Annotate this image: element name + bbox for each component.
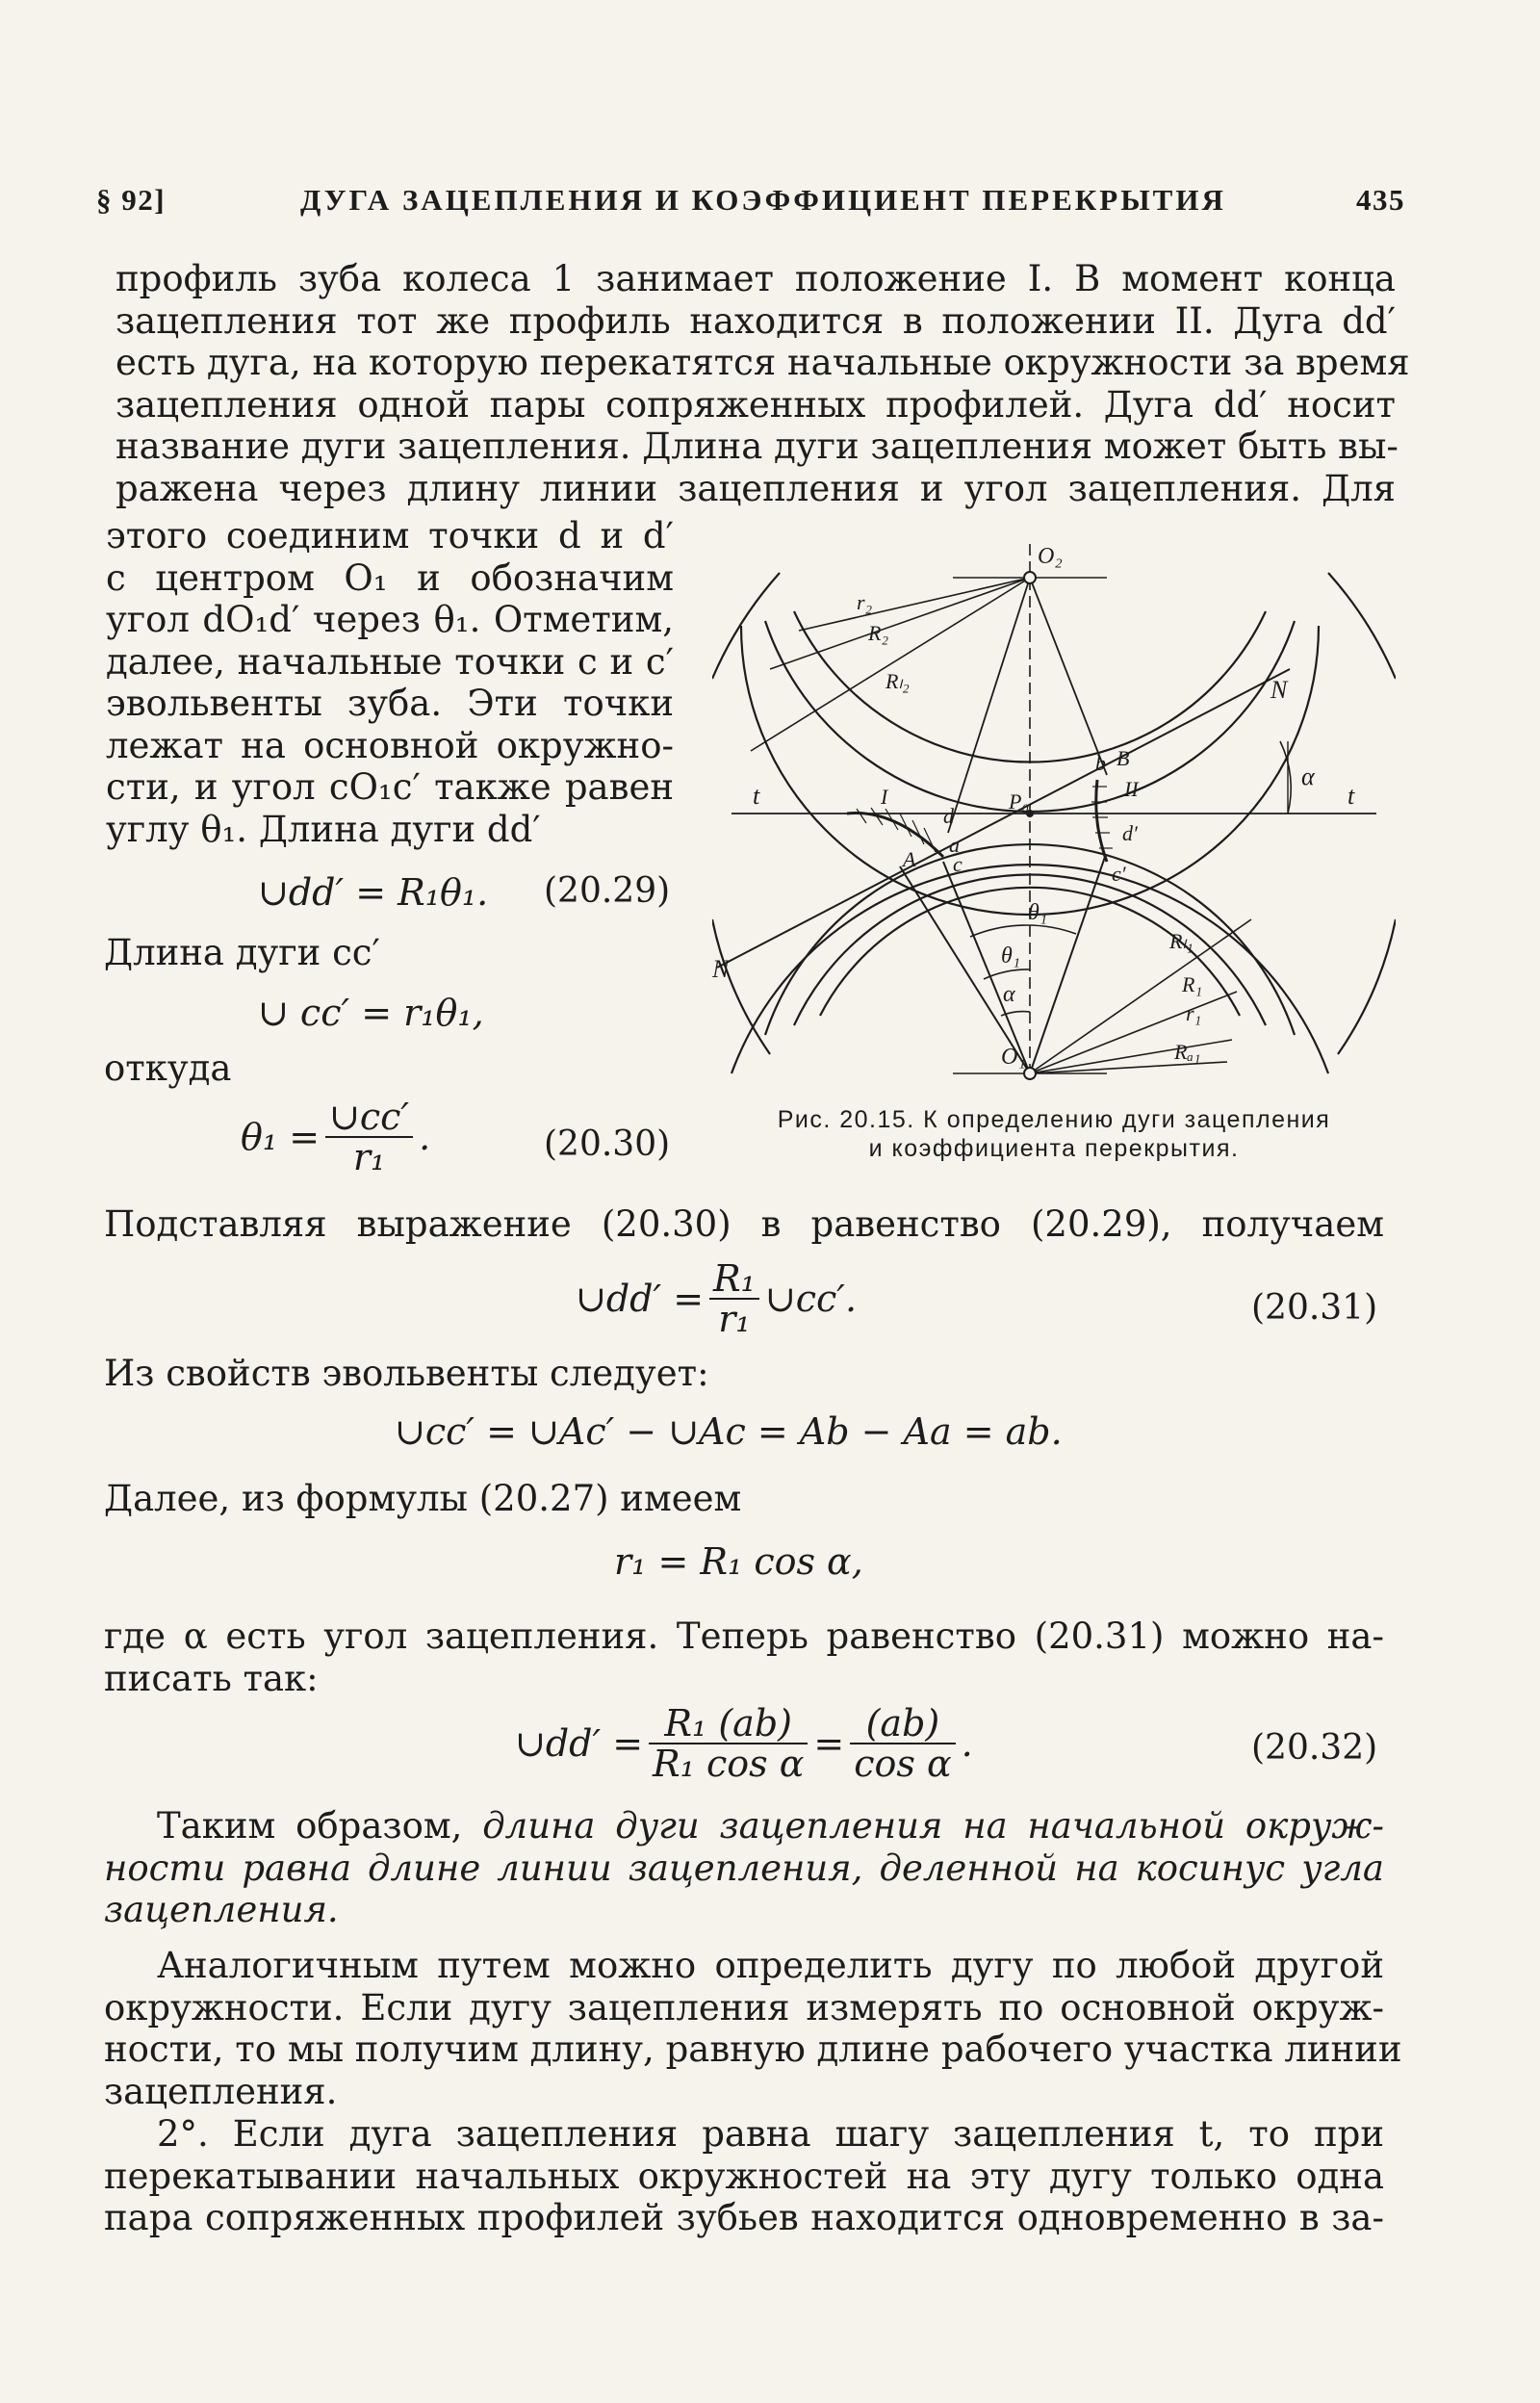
text-whence: откуда (104, 1047, 232, 1089)
text-line: эвольвенты зуба. Эти точки (106, 683, 674, 724)
section-number: § 92] (96, 183, 167, 217)
outer-arc-bottom-right (1338, 919, 1396, 1054)
equation-cc: ∪ cc′ = r₁θ₁, (258, 992, 484, 1034)
text-line: лежат на основной окружно- (106, 724, 674, 766)
label-c: c (953, 852, 962, 876)
text-line: ражена через длину линии зацепления и угол зацепления. Для (116, 467, 1396, 509)
label-N-right: N (1270, 676, 1288, 704)
label-Rl2: Rₗ₂ (886, 669, 910, 693)
radius-r2 (799, 578, 1030, 631)
equals-sign: = (813, 1722, 845, 1765)
fraction-numerator: (ab) (850, 1704, 955, 1744)
fraction-denominator: cos α (854, 1743, 952, 1785)
text-line (104, 1805, 1384, 1847)
centre-O1-dot (1024, 1068, 1036, 1079)
fraction-denominator: r₁ (718, 1298, 751, 1340)
running-header (96, 183, 1424, 229)
text-line: зацепления одной пары сопряженных профилей. Дуга dd′ носит (116, 383, 1396, 426)
radius-r1 (1030, 1040, 1232, 1073)
text-line: пара сопряженных профилей зубьев находится одновременно в за- (104, 2197, 1384, 2238)
fraction-numerator: R₁ (ab) (649, 1704, 808, 1744)
label-B: B (1116, 746, 1130, 770)
italic-span: зацепления. (104, 1889, 339, 1930)
equation-number: (20.32) (1251, 1728, 1378, 1768)
period: . (961, 1722, 973, 1765)
label-cp: c′ (1112, 862, 1126, 886)
equation-lhs: ∪dd′ = (515, 1722, 644, 1765)
paragraph-similar (104, 1945, 1402, 2112)
label-A: A (903, 847, 916, 871)
text-from-props: Из свойств эвольвенты следует: (104, 1353, 709, 1394)
centre-O2-dot (1024, 572, 1036, 583)
line-of-action (717, 669, 1290, 968)
caption-line: Рис. 20.15. К определению дуги зацепления (777, 1106, 1331, 1133)
text-arc-cc: Длина дуги cc′ (104, 932, 380, 973)
equation-body: ∪dd′ = R₁θ₁. (258, 871, 489, 914)
label-alpha-lower: α (1003, 982, 1015, 1007)
text-line: ности, то мы получим длину, равную длине рабочего участка линии (104, 2028, 1402, 2070)
equation-lhs: θ₁ = (241, 1116, 321, 1158)
text-line: зацепления тот же профиль находится в положении II. Дуга dd′ (116, 299, 1396, 342)
label-II: II (1124, 777, 1139, 801)
label-R2: R₂ (868, 621, 889, 645)
text-line: углу θ₁. Длина дуги dd′ (106, 808, 541, 850)
label-I: I (881, 785, 888, 809)
label-N-left: N (712, 955, 730, 983)
running-title: ДУГА ЗАЦЕПЛЕНИЯ И КОЭФФИЦИЕНТ ПЕРЕКРЫТИЯ (300, 183, 1226, 217)
label-r2: r₂ (857, 590, 873, 614)
fraction-denominator: r₁ (352, 1136, 386, 1178)
tooth-profile-I (847, 814, 943, 857)
text-line: есть дуга, на которую перекатятся начальные окружности за время (116, 342, 1410, 383)
label-theta-lower: θ₁ (1001, 943, 1021, 969)
text-line: 2°. Если дуга зацепления равна шагу зацепления t, то при (157, 2113, 1384, 2155)
label-alpha: α (1301, 762, 1315, 790)
label-theta-upper: θ₁ (1028, 900, 1048, 925)
caption-line: и коэффициента перекрытия. (868, 1135, 1240, 1162)
label-b: b (1095, 751, 1106, 775)
fraction-denominator: R₁ cos α (653, 1743, 805, 1785)
outer-arc-left (712, 573, 780, 679)
theta-arc-upper (970, 925, 1076, 937)
italic-span: длина дуги зацепления на начальной окруж- (482, 1805, 1384, 1847)
label-P0: P₀ (1009, 789, 1030, 814)
page-number: 435 (1356, 183, 1405, 217)
text-line: Подставляя выражение (20.30) в равенство (20.29), получаем (104, 1203, 1384, 1245)
label-a: a (949, 833, 960, 857)
outer-arc-right (1328, 573, 1396, 679)
equation-cc-long: ∪cc′ = ∪Ac′ − ∪Ac = Ab − Aa = ab. (395, 1410, 1063, 1453)
left-column-text (106, 515, 674, 850)
equation-20-29 (258, 871, 488, 914)
text-line: перекатывании начальных окружностей на эту дугу только одна (104, 2155, 1384, 2197)
equation-lhs: ∪dd′ = (576, 1278, 705, 1320)
text-line: сти, и угол cO₁c′ также равен (106, 766, 674, 808)
radius-R1 (1030, 992, 1237, 1073)
label-R1: R₁ (1182, 972, 1203, 996)
equation-rhs: ∪cc′. (764, 1278, 858, 1320)
tooth-profile-II (1096, 780, 1107, 862)
equation-20-30 (241, 1098, 430, 1176)
paragraph-2 (104, 2113, 1384, 2239)
equation-r1: r₁ = R₁ cos α, (614, 1540, 863, 1583)
equation-20-31 (576, 1259, 857, 1338)
fraction-numerator: R₁ (709, 1259, 759, 1300)
paragraph-intro (116, 258, 1410, 509)
text-line (104, 1847, 1384, 1890)
text-further: Далее, из формулы (20.27) имеем (104, 1478, 742, 1519)
hatch (857, 809, 866, 823)
text-line: зацепления. (104, 2070, 338, 2112)
label-O2: O₂ (1038, 544, 1063, 569)
label-t-left: t (753, 782, 760, 810)
radius-R2 (770, 578, 1030, 669)
label-O1: O₁ (1001, 1045, 1026, 1070)
text-line: окружности. Если дугу зацепления измерять по основной окруж- (104, 1986, 1384, 2028)
paragraph-thus (104, 1805, 1384, 1931)
text-line (104, 1889, 1384, 1931)
label-Ra1: Rₐ₁ (1174, 1040, 1201, 1064)
text-line: этого соединим точки d и d′ (106, 515, 674, 556)
radius-Rl2 (751, 578, 1030, 751)
text-line: название дуги зацепления. Длина дуги зацепления может быть вы- (116, 426, 1399, 467)
radius-to-B (1030, 578, 1107, 775)
equation-number: (20.29) (544, 871, 671, 911)
fraction (649, 1704, 808, 1783)
gear-meshing-figure (712, 534, 1396, 1088)
text-line: профиль зуба колеса 1 занимает положение I. В момент конца (116, 258, 1396, 299)
label-dp: d′ (1122, 821, 1138, 845)
text-line: писать так: (104, 1657, 319, 1699)
fraction (850, 1704, 955, 1783)
label-r1: r₁ (1186, 1001, 1202, 1025)
fraction (709, 1259, 759, 1338)
lower-pitch-circle (765, 844, 1295, 1035)
period: . (419, 1116, 431, 1158)
label-R11: Rₗ₁ (1169, 929, 1194, 953)
text-substituting (104, 1203, 1384, 1246)
figure-caption (707, 1105, 1400, 1163)
fraction-numerator: ∪cc′ (325, 1098, 413, 1138)
text-where (104, 1615, 1384, 1699)
italic-span: ности равна длине линии зацепления, деленной на косинус угла (104, 1847, 1384, 1889)
text-line: Аналогичным путем можно определить дугу по любой другой (157, 1945, 1384, 1986)
text-line: где α есть угол зацепления. Теперь равенство (20.31) можно на- (104, 1615, 1384, 1657)
radius-R11 (1030, 919, 1251, 1073)
equation-number: (20.30) (544, 1124, 671, 1164)
text-span: Таким образом, (157, 1805, 463, 1847)
text-line: с центром O₁ и обозначим (106, 556, 674, 599)
text-line: далее, начальные точки c и c′ (106, 640, 674, 683)
text-line: угол dO₁d′ через θ₁. Отметим, (106, 599, 674, 640)
label-d: d (943, 804, 954, 828)
equation-20-32 (515, 1704, 973, 1783)
outer-arc-bottom-left (712, 919, 770, 1054)
equation-number: (20.31) (1251, 1288, 1378, 1328)
label-t-right: t (1348, 782, 1355, 810)
fraction (325, 1098, 413, 1176)
